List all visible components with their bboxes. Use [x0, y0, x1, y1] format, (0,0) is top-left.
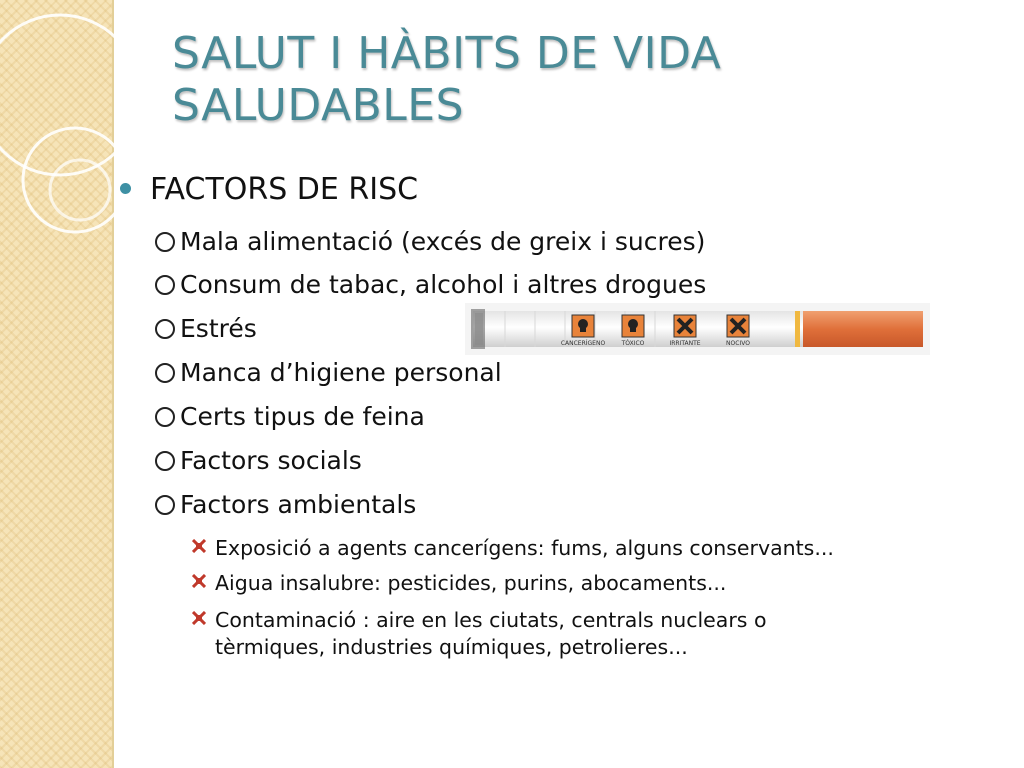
risk-factor-item: [155, 270, 706, 299]
label-nocivo: NOCIVO: [726, 340, 750, 347]
risk-factor-text: Consum de tabac, alcohol i altres drogues: [180, 270, 707, 299]
risk-factor-text: Factors ambientals: [180, 490, 417, 519]
environmental-factor-text-continuation: tèrmiques, industries químiques, petrolieres...: [215, 635, 688, 659]
x-bullet-icon: [192, 539, 206, 553]
risk-factor-item: [155, 446, 362, 475]
risk-factor-item: [155, 314, 257, 343]
label-cancerigeno: CANCERÍGENO: [560, 340, 606, 347]
round-bullet-icon: [120, 183, 131, 194]
environmental-factor-text: Contaminació : aire en les ciutats, centrals nuclears o: [215, 608, 767, 632]
x-bullet-icon: [192, 574, 206, 588]
circle-bullet-icon: [155, 495, 175, 515]
cigarette-warning-image: [465, 303, 930, 355]
risk-factor-text: Estrés: [180, 314, 257, 343]
risk-factor-item: [155, 490, 416, 519]
label-toxico: TÓXICO: [621, 340, 645, 347]
risk-factor-text: Certs tipus de feina: [180, 402, 425, 431]
risk-factor-item: [155, 227, 705, 256]
circle-bullet-icon: [155, 275, 175, 295]
risk-factor-text: Factors socials: [180, 446, 362, 475]
circle-bullet-icon: [155, 451, 175, 471]
slide-title-line-2: SALUDABLES: [172, 80, 465, 131]
slide-title-line-1: SALUT I HÀBITS DE VIDA: [172, 28, 722, 79]
risk-factor-text: Manca d’higiene personal: [180, 358, 502, 387]
circle-bullet-icon: [155, 363, 175, 383]
risk-factor-text: Mala alimentació (excés de greix i sucres): [180, 227, 706, 256]
x-bullet-icon: [192, 611, 206, 625]
label-irritante: IRRITANTE: [669, 340, 701, 347]
circle-bullet-icon: [155, 232, 175, 252]
circle-bullet-icon: [155, 319, 175, 339]
risk-factor-item: [155, 402, 425, 431]
circle-bullet-icon: [155, 407, 175, 427]
main-bullet-text: FACTORS DE RISC: [150, 172, 419, 207]
environmental-factor-text: Exposició a agents cancerígens: fums, alguns conservants...: [215, 536, 834, 560]
risk-factor-item: [155, 358, 502, 387]
slide-title: [172, 28, 721, 132]
environmental-factor-text: Aigua insalubre: pesticides, purins, abocaments...: [215, 571, 727, 595]
